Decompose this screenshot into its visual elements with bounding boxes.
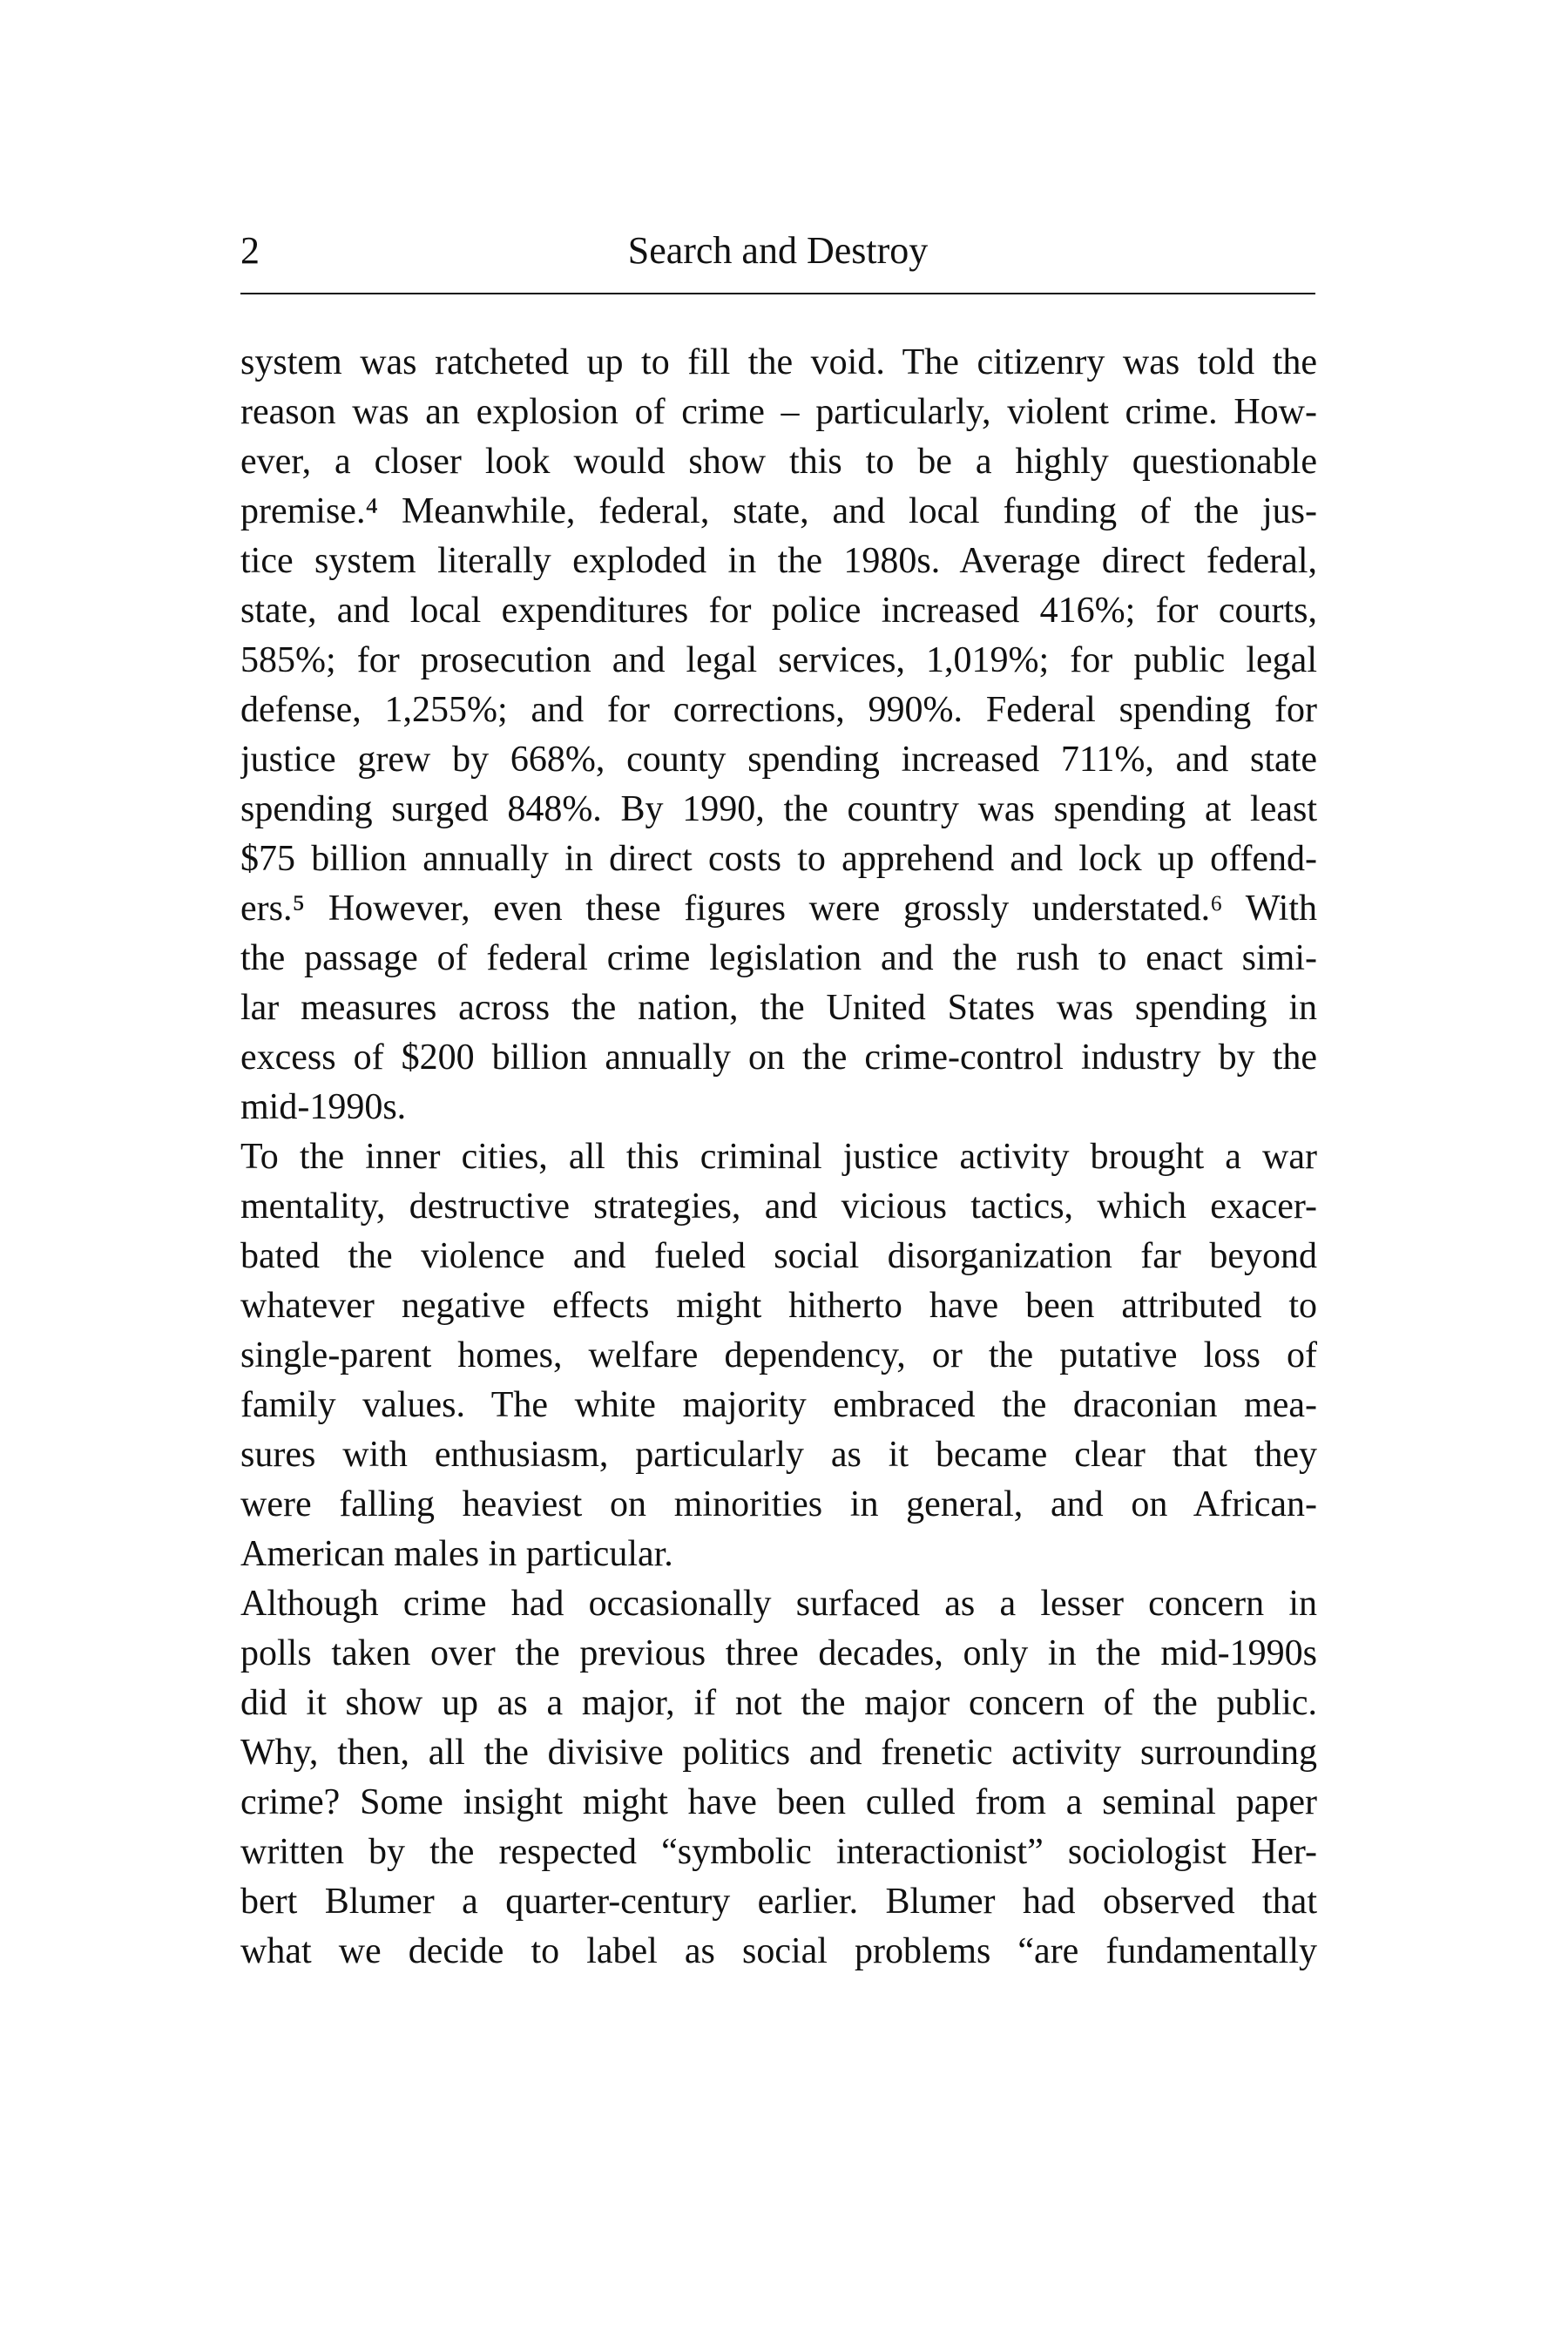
- paragraph: [240, 1579, 1317, 1977]
- text-line: did it show up as a major, if not the major concern of the public.: [240, 1683, 1317, 1723]
- text-line: written by the respected “symbolic interactionist” sociologist Her-: [240, 1832, 1317, 1872]
- text-line: ever, a closer look would show this to be a highly questionable: [240, 442, 1317, 482]
- text-line: bert Blumer a quarter-century earlier. Blumer had observed that: [240, 1882, 1317, 1922]
- text-line: bated the violence and fueled social disorganization far beyond: [240, 1236, 1317, 1276]
- text-line: tice system literally exploded in the 1980s. Average direct federal,: [240, 541, 1317, 581]
- text-line: To the inner cities, all this criminal justice activity brought a war: [240, 1137, 1317, 1177]
- running-title: Search and Destroy: [627, 229, 929, 272]
- text-line: justice grew by 668%, county spending increased 711%, and state: [240, 740, 1317, 780]
- text-line: the passage of federal crime legislation and the rush to enact simi-: [240, 938, 1317, 978]
- header-rule: [240, 293, 1315, 294]
- text-line: ers.⁵ However, even these figures were grossly understated.⁶ With: [240, 889, 1317, 929]
- text-line: sures with enthusiasm, particularly as it became clear that they: [240, 1435, 1317, 1475]
- page-number: 2: [240, 229, 260, 272]
- body-text: [240, 338, 1317, 1977]
- text-line: defense, 1,255%; and for corrections, 990%. Federal spending for: [240, 690, 1317, 730]
- text-line: lar measures across the nation, the United States was spending in: [240, 988, 1317, 1028]
- text-line: American males in particular.: [240, 1534, 673, 1574]
- text-line: polls taken over the previous three decades, only in the mid-1990s: [240, 1633, 1317, 1673]
- text-line: reason was an explosion of crime – particularly, violent crime. How-: [240, 392, 1317, 432]
- text-line: what we decide to label as social problems “are fundamentally: [240, 1931, 1317, 1971]
- text-line: premise.⁴ Meanwhile, federal, state, and local funding of the jus-: [240, 491, 1317, 531]
- text-line: were falling heaviest on minorities in general, and on African-: [240, 1484, 1317, 1524]
- page-header: [240, 225, 1315, 277]
- text-line: mentality, destructive strategies, and vicious tactics, which exacer-: [240, 1186, 1317, 1227]
- text-line: family values. The white majority embraced the draconian mea-: [240, 1385, 1317, 1425]
- text-line: $75 billion annually in direct costs to apprehend and lock up offend-: [240, 839, 1317, 879]
- text-line: system was ratcheted up to fill the void. The citizenry was told the: [240, 342, 1317, 382]
- text-line: whatever negative effects might hitherto have been attributed to: [240, 1286, 1317, 1326]
- text-line: excess of $200 billion annually on the crime-control industry by the: [240, 1037, 1317, 1078]
- text-line: mid-1990s.: [240, 1087, 407, 1127]
- text-line: Although crime had occasionally surfaced as a lesser concern in: [240, 1584, 1317, 1624]
- text-line: 585%; for prosecution and legal services, 1,019%; for public legal: [240, 640, 1317, 680]
- text-line: single-parent homes, welfare dependency, or the putative loss of: [240, 1335, 1317, 1375]
- paragraph: [240, 338, 1317, 1132]
- text-line: spending surged 848%. By 1990, the country was spending at least: [240, 789, 1317, 829]
- text-line: crime? Some insight might have been culled from a seminal paper: [240, 1782, 1317, 1822]
- paragraph: [240, 1132, 1317, 1579]
- text-line: Why, then, all the divisive politics and frenetic activity surrounding: [240, 1733, 1317, 1773]
- text-line: state, and local expenditures for police increased 416%; for courts,: [240, 591, 1317, 631]
